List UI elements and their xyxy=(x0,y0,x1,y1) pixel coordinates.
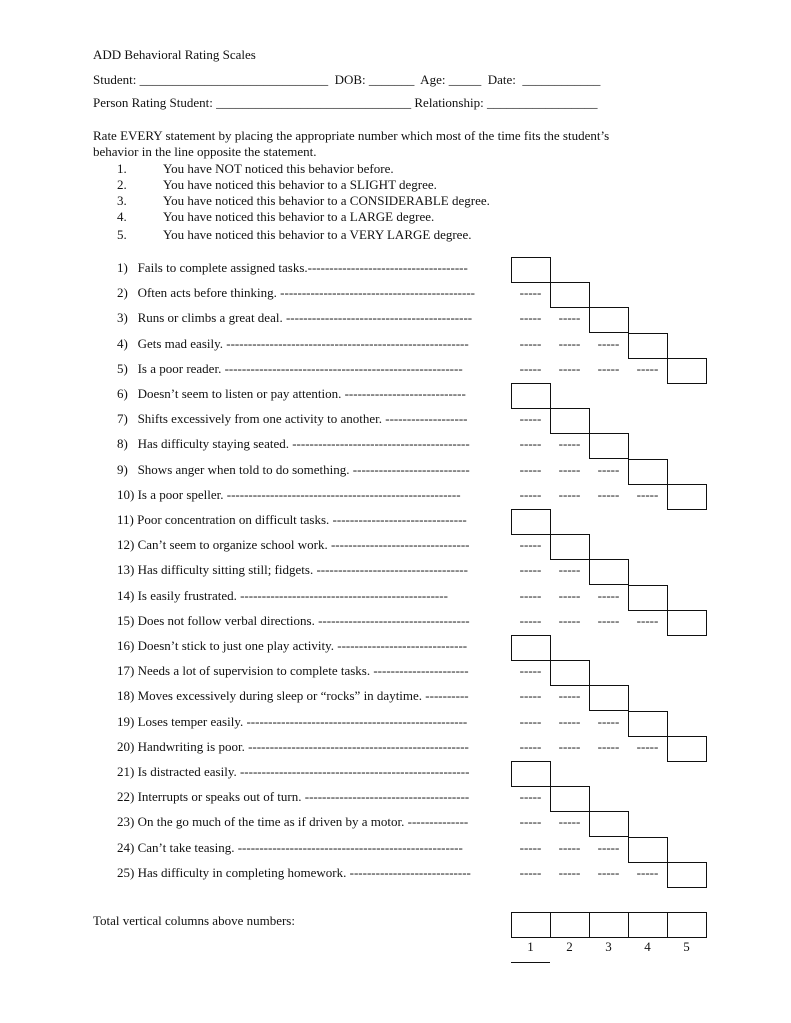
rating-answer-box[interactable] xyxy=(589,559,629,585)
column-placeholder-dash: ----- xyxy=(597,486,620,502)
rating-item-label: 18) Moves excessively during sleep or “rocks” in daytime. ---------- xyxy=(117,688,469,704)
total-column-number: 4 xyxy=(644,939,651,954)
column-placeholder-dash: ----- xyxy=(558,587,581,603)
column-placeholder-dash: ----- xyxy=(558,839,581,855)
scale-number: 1. xyxy=(117,161,127,176)
rating-answer-box[interactable] xyxy=(628,333,668,359)
rating-answer-box[interactable] xyxy=(589,811,629,837)
column-placeholder-dash: ----- xyxy=(597,864,620,880)
column-placeholder-dash: ----- xyxy=(519,461,542,477)
rating-answer-box[interactable] xyxy=(550,660,590,686)
rating-item-label: 14) Is easily frustrated. ------------------------------------------------ xyxy=(117,587,448,603)
column-placeholder-dash: ----- xyxy=(597,360,620,376)
column-placeholder-dash: ----- xyxy=(519,814,542,830)
column-placeholder-dash: ----- xyxy=(597,335,620,351)
rating-item-label: 10) Is a poor speller. ------------------------------------------------------ xyxy=(117,486,461,502)
column-placeholder-dash: ----- xyxy=(558,612,581,628)
scale-text: You have NOT noticed this behavior before. xyxy=(163,161,394,176)
rating-item-label: 13) Has difficulty sitting still; fidgets. ----------------------------------- xyxy=(117,562,468,578)
total-column-number: 1 xyxy=(527,939,534,954)
column-placeholder-dash: ----- xyxy=(636,360,659,376)
total-column-box[interactable] xyxy=(511,912,551,938)
rating-answer-box[interactable] xyxy=(667,484,707,510)
column-placeholder-dash: ----- xyxy=(519,663,542,679)
column-placeholder-dash: ----- xyxy=(597,461,620,477)
rating-answer-box[interactable] xyxy=(667,736,707,762)
rating-item-label: 1) Fails to complete assigned tasks.------------------------------------- xyxy=(117,260,468,275)
total-underline xyxy=(511,962,550,963)
column-placeholder-dash: ----- xyxy=(597,587,620,603)
scale-text: You have noticed this behavior to a SLIGHT degree. xyxy=(163,177,437,192)
rating-item-label: 16) Doesn’t stick to just one play activity. ------------------------------ xyxy=(117,638,468,653)
instructions-line-1: Rate EVERY statement by placing the appropriate number which most of the time fits the student’s xyxy=(93,128,610,143)
column-placeholder-dash: ----- xyxy=(597,839,620,855)
total-column-number: 5 xyxy=(683,939,690,954)
rating-item-label: 19) Loses temper easily. --------------------------------------------------- xyxy=(117,713,468,729)
column-placeholder-dash: ----- xyxy=(636,486,659,502)
rating-answer-box[interactable] xyxy=(667,862,707,888)
rating-answer-box[interactable] xyxy=(511,635,551,661)
column-placeholder-dash: ----- xyxy=(558,738,581,754)
rating-answer-box[interactable] xyxy=(511,761,551,787)
column-placeholder-dash: ----- xyxy=(519,310,542,326)
column-placeholder-dash: ----- xyxy=(636,864,659,880)
rating-item-label: 6) Doesn’t seem to listen or pay attention. ---------------------------- xyxy=(117,386,466,401)
scale-number: 2. xyxy=(117,177,127,192)
scale-text: You have noticed this behavior to a LARGE degree. xyxy=(163,209,435,224)
column-placeholder-dash: ----- xyxy=(558,310,581,326)
rating-item-label: 5) Is a poor reader. ------------------------------------------------------- xyxy=(117,360,463,376)
rating-answer-box[interactable] xyxy=(628,837,668,863)
rating-item-label: 23) On the go much of the time as if driven by a motor. -------------- xyxy=(117,814,469,830)
column-placeholder-dash: ----- xyxy=(558,436,581,452)
rating-item-label: 22) Interrupts or speaks out of turn. -------------------------------------- xyxy=(117,789,470,805)
column-placeholder-dash: ----- xyxy=(558,814,581,830)
scale-text: You have noticed this behavior to a CONSIDERABLE degree. xyxy=(163,193,490,208)
column-placeholder-dash: ----- xyxy=(558,562,581,578)
student-info-line: Student: _____________________________ DOB: _______ Age: _____ Date: ____________ xyxy=(93,72,601,87)
rating-item-label: 11) Poor concentration on difficult tasks. ------------------------------- xyxy=(117,512,467,527)
column-placeholder-dash: ----- xyxy=(597,738,620,754)
document-title: ADD Behavioral Rating Scales xyxy=(93,47,256,62)
column-placeholder-dash: ----- xyxy=(597,612,620,628)
rater-info-line: Person Rating Student: ______________________________ Relationship: _________________ xyxy=(93,95,598,110)
rating-answer-box[interactable] xyxy=(667,358,707,384)
rating-answer-box[interactable] xyxy=(511,383,551,409)
column-placeholder-dash: ----- xyxy=(519,285,542,301)
rating-answer-box[interactable] xyxy=(550,534,590,560)
column-placeholder-dash: ----- xyxy=(558,864,581,880)
rating-answer-box[interactable] xyxy=(511,257,551,283)
rating-item-label: 8) Has difficulty staying seated. ----------------------------------------- xyxy=(117,436,470,452)
column-placeholder-dash: ----- xyxy=(519,436,542,452)
total-column-number: 3 xyxy=(605,939,612,954)
column-placeholder-dash: ----- xyxy=(519,335,542,351)
rating-item-label: 20) Handwriting is poor. --------------------------------------------------- xyxy=(117,738,469,754)
rating-answer-box[interactable] xyxy=(628,585,668,611)
column-placeholder-dash: ----- xyxy=(519,713,542,729)
column-placeholder-dash: ----- xyxy=(519,839,542,855)
rating-answer-box[interactable] xyxy=(589,433,629,459)
total-column-box[interactable] xyxy=(628,912,668,938)
column-placeholder-dash: ----- xyxy=(519,411,542,427)
rating-answer-box[interactable] xyxy=(511,509,551,535)
column-placeholder-dash: ----- xyxy=(636,612,659,628)
rating-item-label: 25) Has difficulty in completing homework. ---------------------------- xyxy=(117,864,471,880)
total-column-box[interactable] xyxy=(589,912,629,938)
rating-item-label: 7) Shifts excessively from one activity to another. ------------------- xyxy=(117,411,468,427)
column-placeholder-dash: ----- xyxy=(519,587,542,603)
rating-item-label: 9) Shows anger when told to do something. --------------------------- xyxy=(117,461,470,477)
total-label: Total vertical columns above numbers: xyxy=(93,913,295,928)
column-placeholder-dash: ----- xyxy=(519,864,542,880)
column-placeholder-dash: ----- xyxy=(519,688,542,704)
column-placeholder-dash: ----- xyxy=(519,562,542,578)
rating-item-label: 24) Can’t take teasing. ---------------------------------------------------- xyxy=(117,839,463,855)
column-placeholder-dash: ----- xyxy=(519,612,542,628)
rating-answer-box[interactable] xyxy=(589,685,629,711)
rating-item-label: 21) Is distracted easily. ----------------------------------------------------- xyxy=(117,764,470,779)
column-placeholder-dash: ----- xyxy=(558,335,581,351)
total-column-box[interactable] xyxy=(550,912,590,938)
rating-item-label: 17) Needs a lot of supervision to complete tasks. ---------------------- xyxy=(117,663,469,679)
scale-number: 4. xyxy=(117,209,127,224)
rating-item-label: 3) Runs or climbs a great deal. ------------------------------------------- xyxy=(117,310,473,326)
rating-item-label: 12) Can’t seem to organize school work. -------------------------------- xyxy=(117,537,470,553)
rating-answer-box[interactable] xyxy=(667,610,707,636)
rating-item-label: 2) Often acts before thinking. --------------------------------------------- xyxy=(117,285,475,301)
column-placeholder-dash: ----- xyxy=(519,486,542,502)
column-placeholder-dash: ----- xyxy=(558,461,581,477)
rating-answer-box[interactable] xyxy=(550,408,590,434)
rating-answer-box[interactable] xyxy=(628,711,668,737)
column-placeholder-dash: ----- xyxy=(558,360,581,376)
column-placeholder-dash: ----- xyxy=(519,738,542,754)
column-placeholder-dash: ----- xyxy=(558,713,581,729)
rating-item-label: 4) Gets mad easily. -------------------------------------------------------- xyxy=(117,335,469,351)
column-placeholder-dash: ----- xyxy=(558,688,581,704)
total-column-box[interactable] xyxy=(667,912,707,938)
total-column-number: 2 xyxy=(566,939,573,954)
column-placeholder-dash: ----- xyxy=(519,537,542,553)
rating-answer-box[interactable] xyxy=(550,282,590,308)
rating-answer-box[interactable] xyxy=(550,786,590,812)
instructions-line-2: behavior in the line opposite the statement. xyxy=(93,144,317,159)
column-placeholder-dash: ----- xyxy=(597,713,620,729)
scale-text: You have noticed this behavior to a VERY LARGE degree. xyxy=(163,227,472,242)
rating-answer-box[interactable] xyxy=(628,459,668,485)
column-placeholder-dash: ----- xyxy=(636,738,659,754)
column-placeholder-dash: ----- xyxy=(558,486,581,502)
scale-number: 5. xyxy=(117,227,127,242)
scale-number: 3. xyxy=(117,193,127,208)
column-placeholder-dash: ----- xyxy=(519,360,542,376)
rating-answer-box[interactable] xyxy=(589,307,629,333)
rating-item-label: 15) Does not follow verbal directions. ----------------------------------- xyxy=(117,612,470,628)
column-placeholder-dash: ----- xyxy=(519,789,542,805)
